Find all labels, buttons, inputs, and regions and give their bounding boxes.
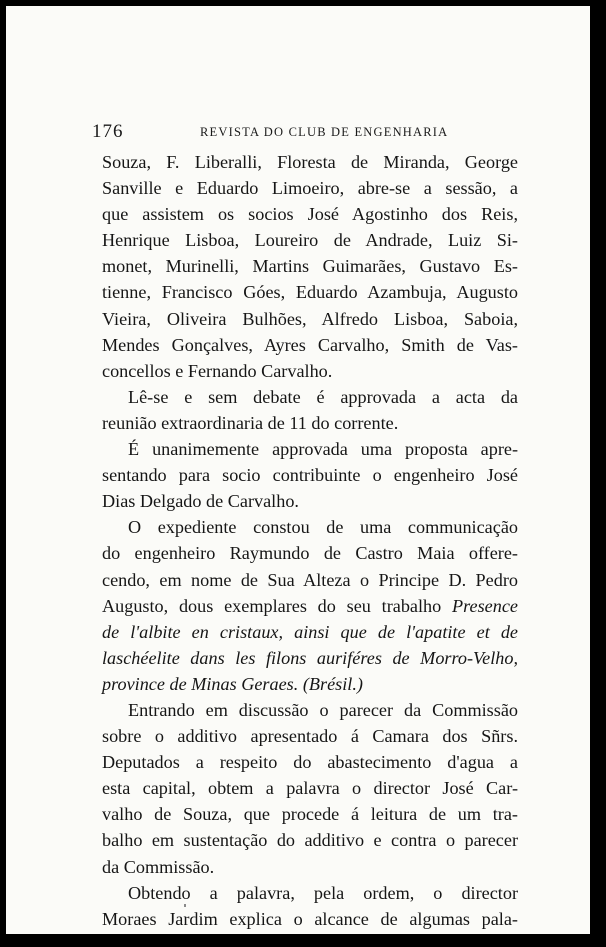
text-line: Obtendo a palavra, pela ordem, o director xyxy=(128,882,518,903)
text-roman-segment: Augusto, dous exemplares do seu trabalho xyxy=(102,595,453,616)
text-line: É unanimemente approvada uma proposta apre- xyxy=(128,439,518,460)
text-line: Sanville e Eduardo Limoeiro, abre-se a sessão, a xyxy=(102,178,518,199)
text-line: reunião extraordinaria de 11 do corrente. xyxy=(102,412,399,433)
text-line: province de Minas Geraes. (Brésil.) xyxy=(102,673,363,694)
document-page xyxy=(6,6,590,934)
text-line: monet, Murinelli, Martins Guimarães, Gustavo Es- xyxy=(102,256,518,277)
text-line: esta capital, obtem a palavra o director José Car- xyxy=(102,778,518,799)
text-line: Dias Delgado de Carvalho. xyxy=(102,491,299,512)
text-italic-segment: Presence xyxy=(452,595,518,616)
text-line: Deputados a respeito do abastecimento d'agua a xyxy=(102,752,518,773)
text-line: O expediente constou de uma communicação xyxy=(128,517,518,538)
text-line: cendo, em nome de Sua Alteza o Principe D. Pedro xyxy=(102,569,518,590)
text-line: Entrando em discussão o parecer da Commissão xyxy=(128,699,518,720)
text-line: Souza, F. Liberalli, Floresta de Miranda, George xyxy=(102,152,518,172)
text-line: Lê-se e sem debate é approvada a acta da xyxy=(128,386,518,407)
text-line: Moraes Jardim explica o alcance de algumas pala- xyxy=(102,908,518,929)
scan-border xyxy=(593,0,606,947)
text-line: balho em sustentação do additivo e contra o parecer xyxy=(102,830,518,851)
body-text xyxy=(102,149,518,932)
text-line-mixed xyxy=(102,593,518,619)
ink-speck xyxy=(184,904,186,907)
text-line: laschéelite dans les filons auriféres de Morro-Velho, xyxy=(102,647,518,668)
text-line: da Commissão. xyxy=(102,856,215,877)
text-line: Vieira, Oliveira Bulhões, Alfredo Lisboa, Saboia, xyxy=(102,308,518,329)
text-line: Henrique Lisboa, Loureiro de Andrade, Luiz Si- xyxy=(102,230,518,251)
text-line: do engenheiro Raymundo de Castro Maia offere- xyxy=(102,543,518,564)
page-header xyxy=(92,121,522,145)
running-title: REVISTA DO CLUB DE ENGENHARIA xyxy=(200,125,449,139)
text-line: concellos e Fernando Carvalho. xyxy=(102,360,333,381)
text-line: sentando para socio contribuinte o engenheiro José xyxy=(102,465,518,486)
text-line: que assistem os socios José Agostinho dos Reis, xyxy=(102,204,518,225)
page-number: 176 xyxy=(92,121,124,142)
text-line: de l'albite en cristaux, ainsi que de l'apatite et de xyxy=(102,621,518,642)
text-line: valho de Souza, que procede á leitura de um tra- xyxy=(102,804,518,825)
text-line: Mendes Gonçalves, Ayres Carvalho, Smith de Vas- xyxy=(102,334,518,355)
text-line: sobre o additivo apresentado á Camara dos Sñrs. xyxy=(102,726,518,747)
text-line: tienne, Francisco Góes, Eduardo Azambuja, Augusto xyxy=(102,282,518,303)
